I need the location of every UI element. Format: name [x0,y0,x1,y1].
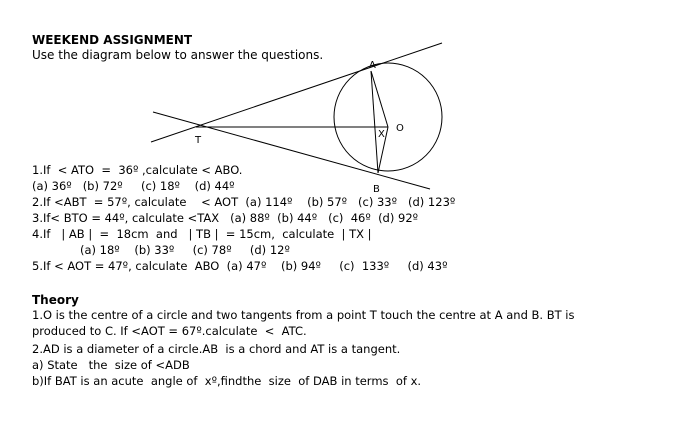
theory-line: 2.AD is a diameter of a circle.AB is a chord and AT is a tangent. [32,342,401,356]
tangent-tb [153,112,430,189]
question-line: 1.If < ATO = 36º ,calculate < ABO. [32,163,243,177]
theory-line: a) State the size of <ADB [32,358,190,372]
theory-line: b)If BAT is an acute angle of xº,findthe size of DAB in terms of x. [32,374,422,388]
theory-line: produced to C. If <AOT = 67º.calculate < ATC. [32,324,307,338]
label-x: X [378,129,385,140]
question-line: 4.If | AB | = 18cm and | TB | = 15cm, calculate | TX | [32,227,372,241]
theory-line: 1.O is the centre of a circle and two tangents from a point T touch the centre at A and B. BT is [32,308,575,322]
label-b: B [373,184,380,195]
question-line: (a) 36º (b) 72º (c) 18º (d) 44º [32,179,235,193]
label-t: T [195,135,202,146]
chord-ab [371,71,378,173]
question-line: (a) 18º (b) 33º (c) 78º (d) 12º [80,243,290,257]
label-o: O [396,123,404,134]
theory-heading: Theory [32,293,79,307]
radius-oa [371,71,388,127]
instruction-text: Use the diagram below to answer the questions. [32,48,324,62]
question-line: 2.If <ABT = 57º, calculate < AOT (a) 114º (b) 57º (c) 33º (d) 123º [32,195,456,209]
question-line: 5.If < AOT = 47º, calculate ABO (a) 47º (b) 94º (c) 133º (d) 43º [32,259,448,273]
label-a: A [369,60,376,71]
assignment-title: WEEKEND ASSIGNMENT [32,33,193,47]
circle [334,63,442,171]
question-line: 3.If< BTO = 44º, calculate <TAX (a) 88º (b) 44º (c) 46º (d) 92º [32,211,419,225]
